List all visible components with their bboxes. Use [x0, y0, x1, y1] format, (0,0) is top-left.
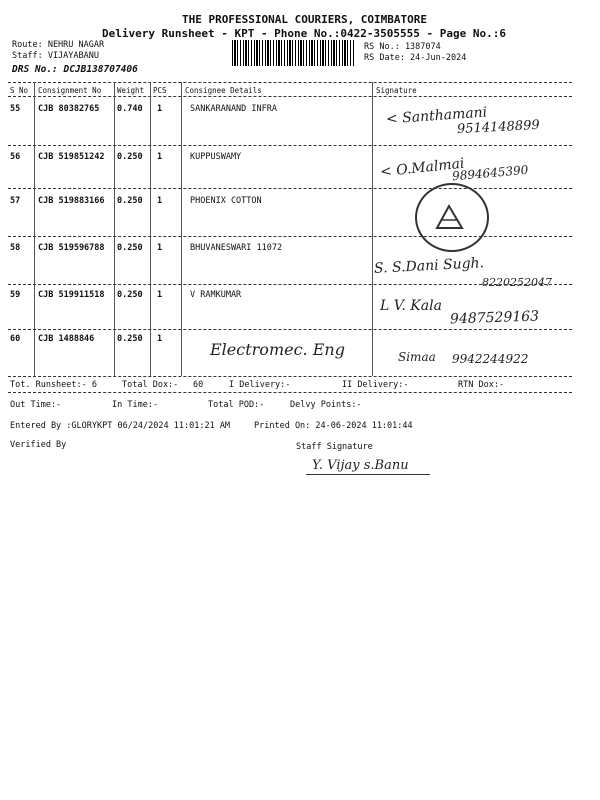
rs-number: RS No.: 1387074 [364, 42, 441, 52]
col-divider [372, 82, 373, 376]
row-pcs: 1 [157, 334, 163, 344]
ii-delivery: II Delivery:- [342, 380, 409, 390]
row-signature: < O.Malmai [379, 155, 466, 181]
row-consignment: CJB 519911518 [38, 290, 105, 300]
runsheet-subtitle: Delivery Runsheet - KPT - Phone No.:0422-3505555 - Page No.:6 [102, 27, 506, 40]
row-weight: 0.250 [117, 334, 143, 344]
row-sno: 58 [10, 243, 21, 253]
barcode [232, 40, 354, 66]
row-signature-phone: 9942244922 [452, 352, 529, 366]
col-consignment: Consignment No [38, 86, 102, 95]
row-signature: Simaa [398, 350, 436, 364]
total-pod: Total POD:- [208, 400, 265, 410]
row-rule [8, 188, 572, 189]
table-header-rule [8, 96, 572, 97]
col-divider [150, 82, 151, 376]
row-consignee: V RAMKUMAR [190, 290, 242, 300]
row-consignee: KUPPUSWAMY [190, 152, 242, 162]
row-sno: 59 [10, 290, 21, 300]
row-signature: < Santhamani [385, 104, 488, 128]
row-rule [8, 284, 572, 285]
row-signature: S. S.Dani Sugh. [373, 255, 485, 277]
row-signature-phone: 9514148899 [456, 117, 541, 138]
row-rule [8, 236, 572, 237]
rs-date: RS Date: 24-Jun-2024 [364, 53, 467, 63]
row-sno: 60 [10, 334, 21, 344]
row-weight: 0.250 [117, 196, 143, 206]
in-time: In Time:- [112, 400, 159, 410]
total-dox-value: 60 [193, 380, 204, 390]
total-dox-label: Total Dox:- [122, 380, 179, 390]
out-time: Out Time:- [10, 400, 62, 410]
col-signature: Signature [376, 86, 417, 95]
staff-signature: Y. Vijay s.Banu [312, 458, 409, 473]
row-consignment: CJB 1488846 [38, 334, 95, 344]
staff-signature-label: Staff Signature [296, 442, 373, 452]
drs-number: DRS No.: DCJB138707406 [12, 64, 138, 75]
stamp-emblem-icon [432, 200, 467, 235]
tot-runsheet: Tot. Runsheet:- 6 [10, 380, 97, 390]
row-pcs: 1 [157, 290, 163, 300]
row-pcs: 1 [157, 243, 163, 253]
row-pcs: 1 [157, 104, 163, 114]
row-signature-phone: 9487529163 [449, 308, 540, 328]
row-weight: 0.250 [117, 152, 143, 162]
verified-by: Verified By [10, 440, 67, 450]
col-divider [34, 82, 35, 376]
delvy-points: Delvy Points:- [290, 400, 362, 410]
row-consignee: PHOENIX COTTON [190, 196, 262, 206]
entered-by: Entered By :GLORYKPT 06/24/2024 11:01:21 AM [10, 421, 231, 431]
col-consignee: Consignee Details [185, 86, 262, 95]
totals-rule [8, 392, 572, 393]
row-pcs: 1 [157, 152, 163, 162]
row-rule [8, 145, 572, 146]
row-consignee: BHUVANESWARI 11072 [190, 243, 283, 253]
row-weight: 0.250 [117, 290, 143, 300]
row-consignment: CJB 519851242 [38, 152, 105, 162]
col-pcs: PCS [153, 86, 167, 95]
row-rule [8, 329, 572, 330]
row-signature: L V. Kala [380, 298, 442, 314]
row-consignee: SANKARANAND INFRA [190, 104, 277, 114]
row-consignment: CJB 519596788 [38, 243, 105, 253]
row-weight: 0.740 [117, 104, 143, 114]
row-weight: 0.250 [117, 243, 143, 253]
col-weight: Weight [117, 86, 145, 95]
signature-underline [306, 474, 430, 475]
row-sno: 55 [10, 104, 21, 114]
row-signature-phone: 9894645390 [451, 162, 529, 184]
row-sno: 56 [10, 152, 21, 162]
table-top-rule [8, 82, 572, 83]
company-name: THE PROFESSIONAL COURIERS, COIMBATORE [182, 13, 428, 26]
col-divider [114, 82, 115, 376]
printed-on: Printed On: 24-06-2024 11:01:44 [254, 421, 413, 431]
route: Route: NEHRU NAGAR [12, 40, 105, 50]
col-sno: S No [10, 86, 29, 95]
rtn-dox: RTN Dox:- [458, 380, 505, 390]
row-pcs: 1 [157, 196, 163, 206]
col-divider [181, 82, 182, 376]
table-bottom-rule [8, 376, 572, 377]
row-consignment: CJB 519883166 [38, 196, 105, 206]
row-sno: 57 [10, 196, 21, 206]
row-handwritten-note: Electromec. Eng [210, 340, 345, 359]
row-consignment: CJB 80382765 [38, 104, 100, 114]
staff: Staff: VIJAYABANU [12, 51, 99, 61]
row-signature-phone: 8220252047 [482, 276, 552, 289]
i-delivery: I Delivery:- [229, 380, 291, 390]
